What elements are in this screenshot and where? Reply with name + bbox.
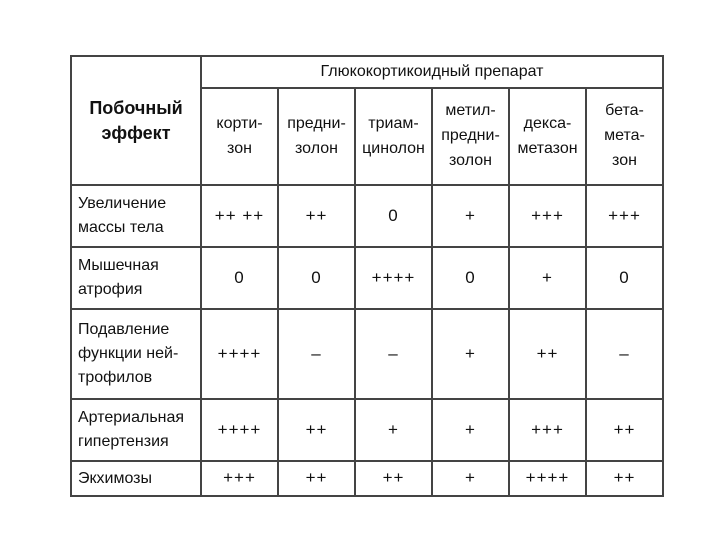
- drug-header-dexamethasone: декса- метазон: [509, 88, 586, 185]
- value-cell: +: [355, 399, 432, 461]
- header-row-1: [71, 56, 663, 88]
- value-cell: 0: [201, 247, 278, 309]
- value-cell: +: [432, 185, 509, 247]
- drug-header-cortisone: корти- зон: [201, 88, 278, 185]
- value-cell: ++: [586, 461, 663, 496]
- effect-label: Увеличение массы тела: [71, 185, 201, 247]
- value-cell: ++: [355, 461, 432, 496]
- value-cell: +++: [509, 185, 586, 247]
- value-cell: –: [278, 309, 355, 399]
- value-cell: +++: [201, 461, 278, 496]
- effect-column-header: Побочный эффект: [71, 56, 201, 185]
- effect-label: Экхимозы: [71, 461, 201, 496]
- drug-header-prednisolone: предни- золон: [278, 88, 355, 185]
- value-cell: 0: [278, 247, 355, 309]
- effect-label: Артериальная гипертензия: [71, 399, 201, 461]
- table-row: [71, 247, 663, 309]
- table-row: [71, 399, 663, 461]
- value-cell: +: [509, 247, 586, 309]
- value-cell: +: [432, 399, 509, 461]
- value-cell: 0: [355, 185, 432, 247]
- value-cell: 0: [432, 247, 509, 309]
- value-cell: ++ ++: [201, 185, 278, 247]
- value-cell: ++: [278, 461, 355, 496]
- value-cell: +: [432, 309, 509, 399]
- table-row: [71, 185, 663, 247]
- effect-label: Мышечная атрофия: [71, 247, 201, 309]
- value-cell: ++: [509, 309, 586, 399]
- drug-header-methylprednisolone: метил- предни- золон: [432, 88, 509, 185]
- value-cell: –: [355, 309, 432, 399]
- value-cell: ++: [278, 185, 355, 247]
- value-cell: +: [432, 461, 509, 496]
- value-cell: ++++: [201, 309, 278, 399]
- effect-label: Подавление функции ней-трофилов: [71, 309, 201, 399]
- value-cell: ++++: [355, 247, 432, 309]
- drug-header-triamcinolone: триам- цинолон: [355, 88, 432, 185]
- value-cell: +++: [509, 399, 586, 461]
- table-row: [71, 309, 663, 399]
- value-cell: ++++: [509, 461, 586, 496]
- value-cell: –: [586, 309, 663, 399]
- value-cell: ++: [586, 399, 663, 461]
- drug-group-header: Глюкокортикоидный препарат: [201, 56, 663, 88]
- value-cell: ++++: [201, 399, 278, 461]
- value-cell: ++: [278, 399, 355, 461]
- table-row: [71, 461, 663, 496]
- drug-header-betamethasone: бета- мета- зон: [586, 88, 663, 185]
- value-cell: +++: [586, 185, 663, 247]
- side-effects-table-container: [70, 55, 664, 494]
- side-effects-table: [70, 55, 664, 497]
- value-cell: 0: [586, 247, 663, 309]
